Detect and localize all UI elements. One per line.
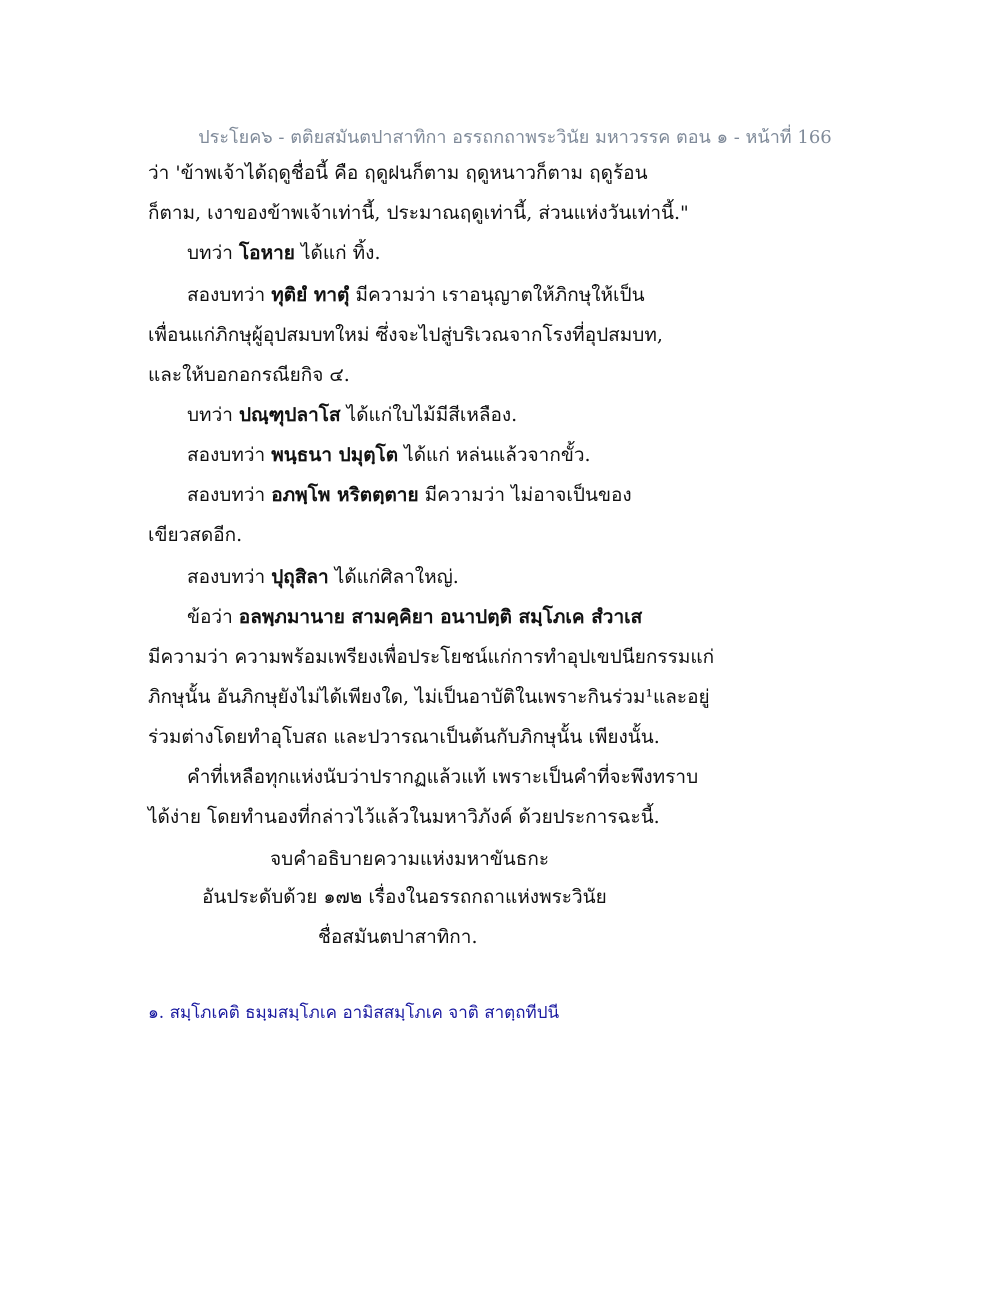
text-line-9 <box>187 482 632 508</box>
pali-term: โอหาย <box>238 242 295 264</box>
text-plain: บทว่า <box>187 242 239 264</box>
text-plain: ได้แก่ หล่นแล้วจากขั้ว. <box>398 444 591 466</box>
pali-term: อลพฺภมานาย สามคฺคิยา อนาปตฺติ สมฺโภเค สํวาเส <box>238 606 643 628</box>
text-plain: มีความว่า ไม่อาจเป็นของ <box>418 484 632 506</box>
text-plain: ข้อว่า <box>187 606 239 628</box>
text-line-5: เพื่อนแก่ภิกษุผู้อุปสมบทใหม่ ซึ่งจะไปสู่บริเวณจากโรงที่อุปสมบท, <box>148 324 663 346</box>
text-plain: ได้แก่ ทิ้ง. <box>294 242 381 264</box>
text-line-14: ภิกษุนั้น อันภิกษุยังไม่ได้เพียงใด, ไม่เป็นอาบัติในเพราะกินร่วม¹และอยู่ <box>148 686 710 708</box>
text-line-15: ร่วมต่างโดยทำอุโบสถ และปวารณาเป็นต้นกับภิกษุนั้น เพียงนั้น. <box>148 726 660 748</box>
pali-term: ปณฺฑุปลาโส <box>238 404 341 426</box>
text-line-13: มีความว่า ความพร้อมเพรียงเพื่อประโยชน์แก่การทำอุปเขปนียกรรมแก่ <box>148 646 715 668</box>
text-plain: มีความว่า เราอนุญาตให้ภิกษุให้เป็น <box>349 284 645 306</box>
text-plain: สองบทว่า <box>187 444 272 466</box>
pali-term: พนฺธนา ปมุตฺโต <box>271 444 399 466</box>
text-line-2: ก็ตาม, เงาของข้าพเจ้าเท่านี้, ประมาณฤดูเท่านี้, ส่วนแห่งวันเท่านี้." <box>148 202 689 224</box>
text-line-3 <box>187 240 381 266</box>
page-header: ประโยค๖ - ตติยสมันตปาสาทิกา อรรถกถาพระวินัย มหาวรรค ตอน ๑ - หน้าที่ 166 <box>198 127 832 148</box>
text-line-6: และให้บอกอกรณียกิจ ๔. <box>148 364 350 386</box>
text-plain: สองบทว่า <box>187 484 272 506</box>
text-line-7 <box>187 402 517 428</box>
text-line-17: ได้ง่าย โดยทำนองที่กล่าวไว้แล้วในมหาวิภังค์ ด้วยประการฉะนี้. <box>148 806 660 828</box>
text-line-1: ว่า 'ข้าพเจ้าได้ฤดูชื่อนี้ คือ ฤดูฝนก็ตาม ฤดูหนาวก็ตาม ฤดูร้อน <box>148 162 648 184</box>
text-plain: ได้แก่ศิลาใหญ่. <box>328 566 459 588</box>
text-plain: บทว่า <box>187 404 239 426</box>
pali-term: ปุถุสิลา <box>271 566 329 588</box>
pali-term: อภพฺโพ หริตตฺตาย <box>271 484 419 506</box>
colophon-line-3: ชื่อสมันตปาสาทิกา. <box>318 926 478 948</box>
text-plain: ได้แก่ใบไม้มีสีเหลือง. <box>340 404 518 426</box>
text-line-16: คำที่เหลือทุกแห่งนับว่าปรากฏแล้วแท้ เพราะเป็นคำที่จะพึงทราบ <box>187 766 699 788</box>
pali-term: ทุติยํ ทาตุํ <box>271 284 350 306</box>
footnote: ๑. สมฺโภเคติ ธมฺมสมฺโภเค อามิสสมฺโภเค จาติ สาตฺถทีปนี <box>148 1003 560 1023</box>
text-line-11 <box>187 564 459 590</box>
text-line-4 <box>187 282 645 308</box>
text-line-8 <box>187 442 591 468</box>
text-line-12 <box>187 604 642 630</box>
colophon-line-1: จบคำอธิบายความแห่งมหาขันธกะ <box>270 848 550 870</box>
text-plain: สองบทว่า <box>187 284 272 306</box>
text-plain: สองบทว่า <box>187 566 272 588</box>
colophon-line-2: อันประดับด้วย ๑๗๒ เรื่องในอรรถกถาแห่งพระวินัย <box>202 886 607 908</box>
text-line-10: เขียวสดอีก. <box>148 524 243 546</box>
